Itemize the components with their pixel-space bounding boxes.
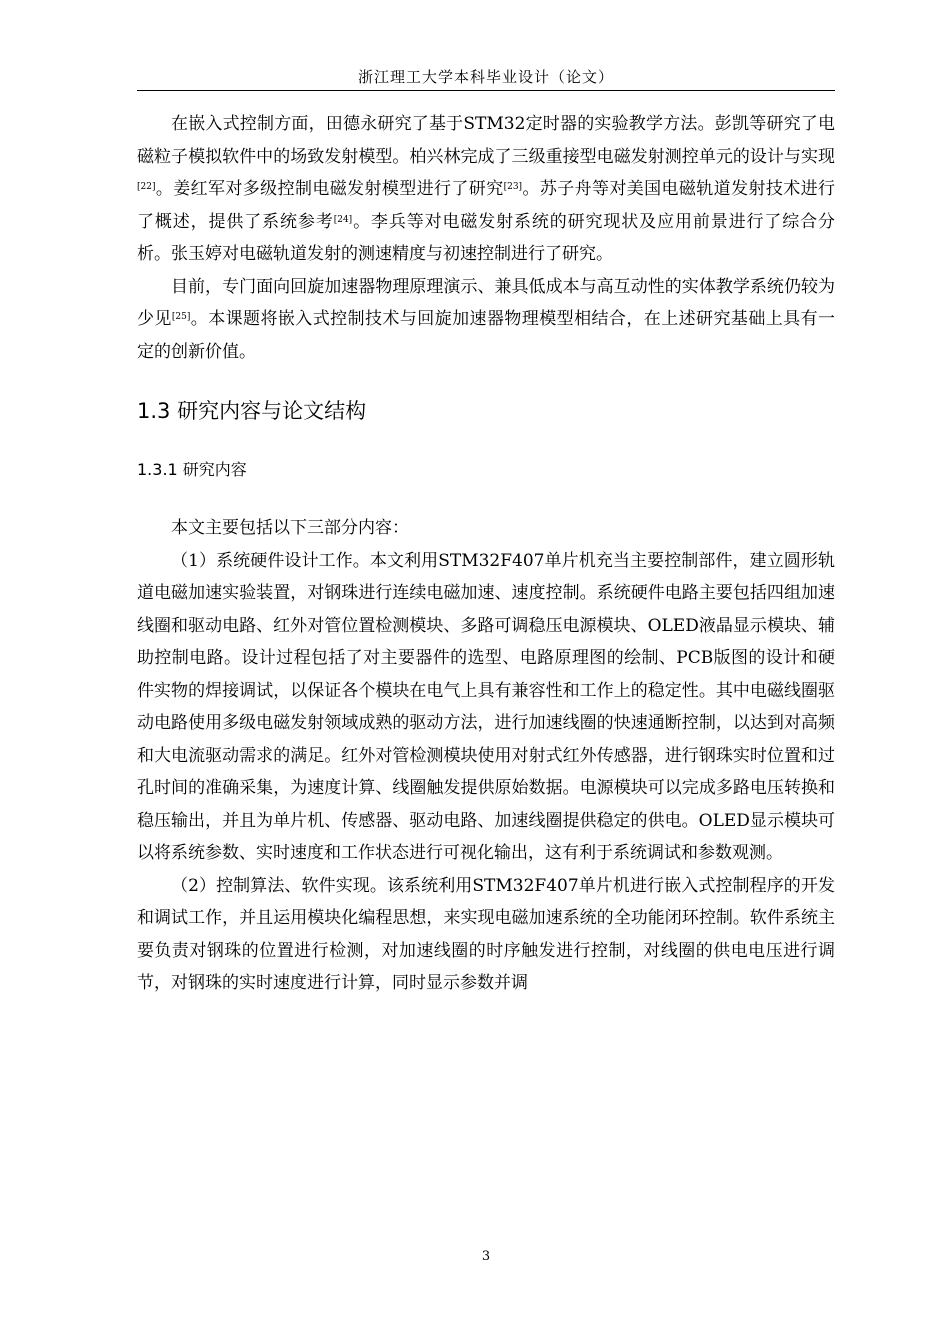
page-body (137, 108, 835, 1000)
running-header: 浙江理工大学本科毕业设计（论文） (357, 68, 614, 86)
paragraph-embedded-control (137, 108, 835, 271)
citation-ref: [22] (137, 182, 156, 192)
page-number: 3 (481, 1249, 491, 1264)
header-rule (137, 90, 835, 91)
paragraph-text: 。姜红军对多级控制电磁发射模型进行了研究 (155, 179, 504, 199)
paragraph-text: 。李兵等对电磁发射系统的研究现状及应用前景进行了综合分析。张玉婷对电磁轨道发射的测速精度与初速控制进行了研究。 (137, 211, 835, 264)
paragraph-text: 在嵌入式控制方面，田德永研究了基于STM32定时器的实验教学方法。彭凯等研究了电磁粒子模拟软件中的场致发射模型。柏兴林完成了三级重接型电磁发射测控单元的设计与实现 (137, 114, 835, 167)
paragraph-hardware-design: （1）系统硬件设计工作。本文利用STM32F407单片机充当主要控制部件，建立圆形轨道电磁加速实验装置，对钢珠进行连续电磁加速、速度控制。系统硬件电路主要包括四组加速线圈和驱动电路、红外对管位置检测模块、多路可调稳压电源模块、OLED液晶显示模块、辅助控制电路。设计过程包括了对主要器件的选型、电路原理图的绘制、PCB版图的设计和硬件实物的焊接调试，以保证各个模块在电气上具有兼容性和工作上的稳定性。其中电磁线圈驱动电路使用多级电磁发射领域成熟的驱动方法，进行加速线圈的快速通断控制，以达到对高频和大电流驱动需求的满足。红外对管检测模块使用对射式红外传感器，进行钢珠实时位置和过孔时间的准确采集，为速度计算、线圈触发提供原始数据。电源模块可以完成多路电压转换和稳压输出，并且为单片机、传感器、驱动电路、加速线圈提供稳定的供电。OLED显示模块可以将系统参数、实时速度和工作状态进行可视化输出，这有利于系统调试和参数观测。 (137, 550, 835, 863)
citation-ref: [23] (503, 182, 523, 192)
paragraph-text: 目前，专门面向回旋加速器物理原理演示、兼具低成本与高互动性的实体教学系统仍较为少见 (137, 276, 835, 329)
paragraph-control-software: （2）控制算法、软件实现。该系统利用STM32F407单片机进行嵌入式控制程序的开发和调试工作，并且运用模块化编程思想，来实现电磁加速系统的全功能闭环控制。软件系统主要负责对钢珠的位置进行检测，对加速线圈的时序触发进行控制，对线圈的供电电压进行调节，对钢珠的实时速度进行计算，同时显示参数并调 (137, 875, 835, 993)
citation-ref: [24] (333, 214, 353, 225)
paragraph-current-status (137, 271, 835, 369)
section-heading: 1.3 研究内容与论文结构 (137, 399, 367, 423)
paragraph-intro: 本文主要包括以下三部分内容： (171, 518, 409, 538)
subsection-heading: 1.3.1 研究内容 (137, 460, 247, 479)
paragraph-text: 。苏子舟等对美国电磁轨道发射技术进行了概述，提供了系统参考 (137, 179, 835, 232)
citation-ref: [25] (171, 312, 191, 322)
paragraph-text: 。本课题将嵌入式控制技术与回旋加速器物理模型相结合，在上述研究基础上具有一定的创新价值。 (137, 309, 836, 362)
